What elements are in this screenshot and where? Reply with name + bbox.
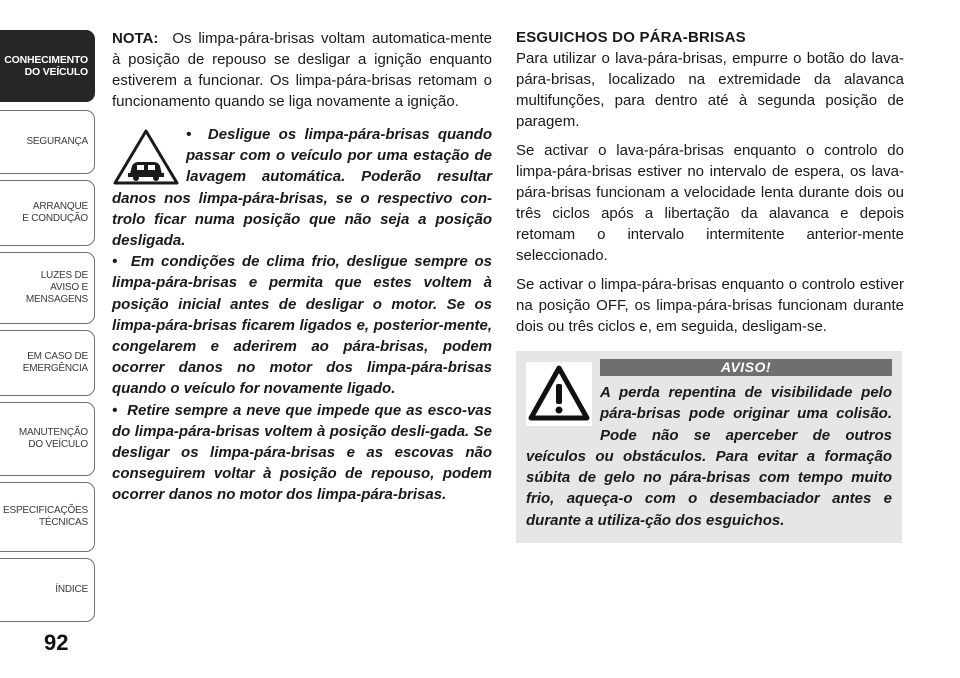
body-paragraph: Para utilizar o lava-pára-brisas, empurre o botão do lava-pára-brisas, localizado na extremidade da alavanca multifunções, para dentro até à segunda posição de paragem.	[516, 50, 904, 130]
right-column	[516, 28, 904, 543]
body-paragraph: Se activar o limpa-pára-brisas enquanto o controlo estiver na posição OFF, os limpa-pára-brisas funcionam durante dois ou três ciclos e, em seguida, desligam-se.	[516, 276, 904, 335]
tab-luzes-de-aviso[interactable]: LUZES DE AVISO E MENSAGENS	[0, 252, 95, 324]
tab-seguranca[interactable]: SEGURANÇA	[0, 110, 95, 174]
caution-block	[112, 124, 492, 506]
warning-box	[516, 351, 902, 543]
tab-especificacoes-tecnicas[interactable]: ESPECIFICAÇÕES TÉCNICAS	[0, 482, 95, 552]
warning-text: A perda repentina de visibilidade pelo pára-brisas pode originar uma colisão. Pode não se aperceber de outros veículos ou obstáculos. Para evitar a formação súbita de gelo no pára-brisas com tempo muito frio, aqueça-o com o desembaciador antes e durante a utiliza-ção dos esguichos.	[526, 384, 892, 529]
left-column	[112, 28, 492, 506]
caution-item: • Desligue os limpa-pára-brisas quando passar com o veículo por uma estação de lavagem automática. Poderão resultar danos nos limpa-pára-brisas, se o respectivo con-trolo ficar numa posição que não seja a posição desligada.	[112, 126, 492, 250]
car-caution-icon	[112, 128, 180, 186]
caution-item: • Retire sempre a neve que impede que as esco-vas do limpa-pára-brisas voltem à posição desli-gada. Se desligar os limpa-pára-brisas e as escovas não conseguirem voltar à posição de repouso, podem ocorrer danos no motor dos limpa-pára-brisas.	[112, 401, 492, 504]
note-text: Os limpa-pára-brisas voltam automatica-mente à posição de repouso se desligar a ignição enquanto estiverem a funcionar. Os limpa-pára-brisas retomam o funcionamento quando se liga novamente a ignição.	[112, 30, 492, 110]
exclamation-triangle-icon	[526, 362, 592, 426]
page-number: 92	[44, 630, 69, 655]
note-label: NOTA:	[112, 30, 159, 47]
section-heading: ESGUICHOS DO PÁRA-BRISAS	[516, 29, 746, 46]
body-paragraph: Se activar o lava-pára-brisas enquanto o controlo do limpa-pára-brisas estiver no intervalo de espera, os lava-pára-brisas funcionam a velocidade lenta durante dois ou três ciclos após a libertação da alavanca e depois retomam o intervalo intermitente anterior-mente seleccionado.	[516, 142, 904, 264]
tab-indice[interactable]: ÍNDICE	[0, 558, 95, 622]
tab-arranque-e-conducao[interactable]: ARRANQUE E CONDUÇÃO	[0, 180, 95, 246]
caution-item: • Em condições de clima frio, desligue sempre os limpa-pára-brisas e permita que estes voltem à posição inicial antes de desligar o motor. Se os limpa-pára-brisas ficarem ligados e, posterior-mente, congelarem e aderirem ao pára-brisas, podem ocorrer danos no motor dos limpa-pára-brisas quando o veículo for novamente ligado.	[112, 253, 492, 398]
warning-label: AVISO!	[600, 359, 892, 376]
tab-manutencao-do-veiculo[interactable]: MANUTENÇÃO DO VEÍCULO	[0, 402, 95, 476]
tab-conhecimento-do-veiculo[interactable]: CONHECIMENTO DO VEÍCULO	[0, 30, 95, 102]
note-paragraph	[112, 28, 492, 112]
tab-em-caso-de-emergencia[interactable]: EM CASO DE EMERGÊNCIA	[0, 330, 95, 396]
